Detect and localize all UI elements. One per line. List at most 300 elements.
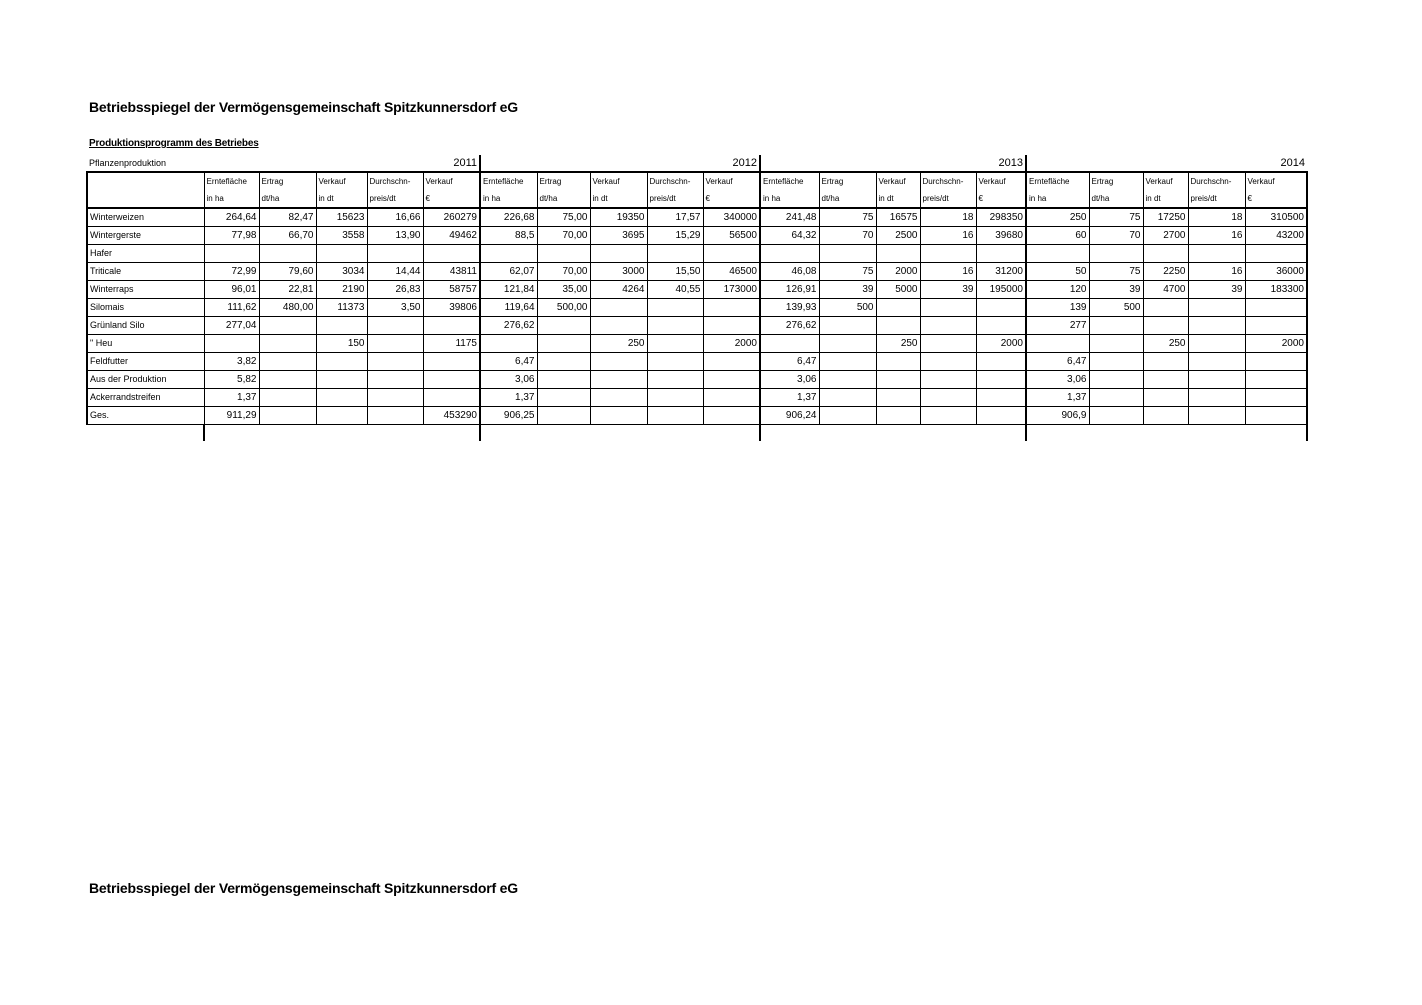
document-title-footer: Betriebsspiegel der Vermögensgemeinschaft Spitzkunnersdorf eG bbox=[89, 880, 518, 896]
table-cell: 49462 bbox=[423, 227, 480, 245]
table-cell bbox=[703, 353, 760, 371]
row-label: Wintergerste bbox=[87, 227, 204, 245]
table-cell: 3000 bbox=[590, 263, 647, 281]
table-cell: 56500 bbox=[703, 227, 760, 245]
table-cell bbox=[703, 371, 760, 389]
row-label: Triticale bbox=[87, 263, 204, 281]
table-cell bbox=[204, 245, 259, 263]
table-cell bbox=[1188, 389, 1245, 407]
table-cell: 183300 bbox=[1245, 281, 1307, 299]
table-cell bbox=[1188, 407, 1245, 425]
table-cell bbox=[703, 407, 760, 425]
table-cell: 276,62 bbox=[480, 317, 537, 335]
table-cell: 39806 bbox=[423, 299, 480, 317]
column-unit: in dt bbox=[1143, 190, 1188, 208]
table-cell bbox=[819, 245, 876, 263]
table-cell: 70 bbox=[1089, 227, 1143, 245]
table-cell bbox=[1188, 353, 1245, 371]
table-cell: 5,82 bbox=[204, 371, 259, 389]
table-cell bbox=[316, 245, 367, 263]
table-cell: 500 bbox=[1089, 299, 1143, 317]
table-cell bbox=[259, 407, 316, 425]
column-header: Durchschn- bbox=[1188, 172, 1245, 190]
table-cell: 480,00 bbox=[259, 299, 316, 317]
table-cell: 1,37 bbox=[480, 389, 537, 407]
table-cell bbox=[1089, 245, 1143, 263]
table-cell: 241,48 bbox=[760, 208, 819, 227]
table-cell bbox=[1089, 335, 1143, 353]
table-cell bbox=[819, 425, 876, 442]
table-cell: 906,25 bbox=[480, 407, 537, 425]
table-cell bbox=[647, 389, 703, 407]
table-cell bbox=[1188, 317, 1245, 335]
table-cell: 2000 bbox=[703, 335, 760, 353]
table-cell: 277,04 bbox=[204, 317, 259, 335]
table-cell: 77,98 bbox=[204, 227, 259, 245]
table-cell: 70 bbox=[819, 227, 876, 245]
table-cell: 1,37 bbox=[204, 389, 259, 407]
table-cell bbox=[590, 353, 647, 371]
table-cell bbox=[920, 317, 976, 335]
table-cell bbox=[647, 371, 703, 389]
table-cell: 6,47 bbox=[1026, 353, 1089, 371]
table-cell bbox=[1245, 407, 1307, 425]
table-cell: 5000 bbox=[876, 281, 920, 299]
table-cell bbox=[647, 353, 703, 371]
column-unit: in dt bbox=[876, 190, 920, 208]
table-cell bbox=[316, 371, 367, 389]
table-cell: 39680 bbox=[976, 227, 1026, 245]
column-unit: € bbox=[703, 190, 760, 208]
column-unit: dt/ha bbox=[819, 190, 876, 208]
table-cell: 39 bbox=[1188, 281, 1245, 299]
table-cell bbox=[976, 245, 1026, 263]
table-cell: 173000 bbox=[703, 281, 760, 299]
row-label: Aus der Produktion bbox=[87, 371, 204, 389]
table-cell bbox=[590, 245, 647, 263]
row-label: Winterraps bbox=[87, 281, 204, 299]
column-header: Ernteﬂäche bbox=[204, 172, 259, 190]
table-cell bbox=[647, 425, 703, 442]
table-cell: 906,24 bbox=[760, 407, 819, 425]
table-cell bbox=[920, 299, 976, 317]
table-cell bbox=[920, 407, 976, 425]
table-cell: 126,91 bbox=[760, 281, 819, 299]
table-cell bbox=[316, 407, 367, 425]
table-cell bbox=[976, 389, 1026, 407]
table-cell: 64,32 bbox=[760, 227, 819, 245]
year-label: 2014 bbox=[1026, 155, 1307, 172]
table-row bbox=[87, 281, 1307, 299]
row-label: Silomais bbox=[87, 299, 204, 317]
table-cell: 58757 bbox=[423, 281, 480, 299]
table-cell: 3,06 bbox=[480, 371, 537, 389]
table-cell bbox=[1089, 317, 1143, 335]
column-unit: dt/ha bbox=[1089, 190, 1143, 208]
table-cell: 3558 bbox=[316, 227, 367, 245]
table-cell bbox=[920, 371, 976, 389]
table-cell bbox=[1143, 371, 1188, 389]
table-cell: 70,00 bbox=[537, 263, 590, 281]
table-cell bbox=[423, 245, 480, 263]
table-cell bbox=[259, 353, 316, 371]
table-cell: 911,29 bbox=[204, 407, 259, 425]
table-cell bbox=[1089, 389, 1143, 407]
table-cell bbox=[876, 407, 920, 425]
table-cell bbox=[1143, 407, 1188, 425]
column-header: Ernteﬂäche bbox=[480, 172, 537, 190]
table-cell bbox=[537, 245, 590, 263]
column-header: Durchschn- bbox=[647, 172, 703, 190]
document-title: Betriebsspiegel der Vermögensgemeinschaft Spitzkunnersdorf eG bbox=[89, 99, 518, 115]
table-cell: 96,01 bbox=[204, 281, 259, 299]
table-cell: 120 bbox=[1026, 281, 1089, 299]
table-cell bbox=[87, 425, 204, 442]
table-cell bbox=[537, 335, 590, 353]
table-cell bbox=[316, 425, 367, 442]
table-cell: 62,07 bbox=[480, 263, 537, 281]
table-cell bbox=[590, 425, 647, 442]
table-cell bbox=[367, 245, 423, 263]
table-cell bbox=[920, 245, 976, 263]
table-cell bbox=[204, 335, 259, 353]
table-cell: 277 bbox=[1026, 317, 1089, 335]
header-blank bbox=[87, 172, 204, 190]
section-subtitle: Produktionsprogramm des Betriebes bbox=[89, 138, 259, 149]
table-cell bbox=[703, 425, 760, 442]
table-cell bbox=[316, 389, 367, 407]
table-cell bbox=[703, 245, 760, 263]
column-header: Ernteﬂäche bbox=[760, 172, 819, 190]
table-cell bbox=[1143, 245, 1188, 263]
table-cell bbox=[259, 425, 316, 442]
table-cell: 16,66 bbox=[367, 208, 423, 227]
table-cell: 75,00 bbox=[537, 208, 590, 227]
table-cell: 1175 bbox=[423, 335, 480, 353]
table-cell: 75 bbox=[819, 208, 876, 227]
table-cell: 15,29 bbox=[647, 227, 703, 245]
table-cell: 22,81 bbox=[259, 281, 316, 299]
table-cell: 26,83 bbox=[367, 281, 423, 299]
column-header: Ertrag bbox=[537, 172, 590, 190]
table-cell bbox=[367, 317, 423, 335]
table-cell bbox=[1245, 299, 1307, 317]
table-cell bbox=[1143, 317, 1188, 335]
table-cell: 60 bbox=[1026, 227, 1089, 245]
table-cell bbox=[1245, 317, 1307, 335]
table-cell: 16575 bbox=[876, 208, 920, 227]
column-unit: dt/ha bbox=[259, 190, 316, 208]
table-cell bbox=[920, 353, 976, 371]
table-cell bbox=[316, 317, 367, 335]
table-cell: 13,90 bbox=[367, 227, 423, 245]
column-header: Ernteﬂäche bbox=[1026, 172, 1089, 190]
table-cell: 1,37 bbox=[1026, 389, 1089, 407]
column-header: Verkauf bbox=[423, 172, 480, 190]
table-cell: 500,00 bbox=[537, 299, 590, 317]
table-cell bbox=[537, 389, 590, 407]
table-cell: 3,06 bbox=[760, 371, 819, 389]
column-header: Verkauf bbox=[316, 172, 367, 190]
table-cell bbox=[703, 299, 760, 317]
table-row bbox=[87, 335, 1307, 353]
table-cell bbox=[537, 353, 590, 371]
table-cell bbox=[976, 317, 1026, 335]
table-cell bbox=[1089, 407, 1143, 425]
table-cell bbox=[423, 389, 480, 407]
table-cell: 500 bbox=[819, 299, 876, 317]
table-cell bbox=[976, 425, 1026, 442]
table-cell: 16 bbox=[1188, 227, 1245, 245]
table-cell bbox=[819, 317, 876, 335]
table-cell: 3,82 bbox=[204, 353, 259, 371]
table-cell: 31200 bbox=[976, 263, 1026, 281]
row-label: Ges. bbox=[87, 407, 204, 425]
table-cell: 250 bbox=[876, 335, 920, 353]
table-cell: 310500 bbox=[1245, 208, 1307, 227]
year-header-row bbox=[87, 155, 1307, 172]
production-table bbox=[86, 155, 1308, 441]
table-cell bbox=[876, 317, 920, 335]
table-cell bbox=[259, 317, 316, 335]
table-cell: 2250 bbox=[1143, 263, 1188, 281]
table-row bbox=[87, 389, 1307, 407]
table-cell: 82,47 bbox=[259, 208, 316, 227]
table-row bbox=[87, 263, 1307, 281]
table-cell: 75 bbox=[1089, 263, 1143, 281]
table-cell: 2190 bbox=[316, 281, 367, 299]
table-cell bbox=[367, 353, 423, 371]
table-cell bbox=[259, 335, 316, 353]
column-unit: in dt bbox=[316, 190, 367, 208]
table-cell bbox=[1188, 299, 1245, 317]
table-cell: 121,84 bbox=[480, 281, 537, 299]
table-cell bbox=[590, 317, 647, 335]
table-cell bbox=[316, 353, 367, 371]
table-cell: 4700 bbox=[1143, 281, 1188, 299]
column-unit: in ha bbox=[204, 190, 259, 208]
table-cell: 15623 bbox=[316, 208, 367, 227]
column-header: Ertrag bbox=[259, 172, 316, 190]
table-cell: 39 bbox=[819, 281, 876, 299]
table-cell bbox=[647, 299, 703, 317]
column-unit: preis/dt bbox=[920, 190, 976, 208]
row-label: Winterweizen bbox=[87, 208, 204, 227]
header-blank bbox=[87, 190, 204, 208]
table-cell: 43811 bbox=[423, 263, 480, 281]
table-cell: 1,37 bbox=[760, 389, 819, 407]
table-cell: 150 bbox=[316, 335, 367, 353]
year-label: 2013 bbox=[760, 155, 1026, 172]
table-row bbox=[87, 317, 1307, 335]
table-cell: 6,47 bbox=[760, 353, 819, 371]
table-cell bbox=[590, 407, 647, 425]
table-cell bbox=[1188, 425, 1245, 442]
row-label: Feldfutter bbox=[87, 353, 204, 371]
table-cell: 226,68 bbox=[480, 208, 537, 227]
table-cell: 70,00 bbox=[537, 227, 590, 245]
table-cell bbox=[760, 245, 819, 263]
column-header: Verkauf bbox=[1245, 172, 1307, 190]
table-row bbox=[87, 208, 1307, 227]
table-cell bbox=[647, 317, 703, 335]
table-cell bbox=[1245, 371, 1307, 389]
table-cell bbox=[367, 425, 423, 442]
year-label: 2011 bbox=[204, 155, 480, 172]
table-cell: 11373 bbox=[316, 299, 367, 317]
table-cell bbox=[1143, 299, 1188, 317]
table-cell: 139 bbox=[1026, 299, 1089, 317]
table-cell bbox=[590, 299, 647, 317]
table-cell bbox=[647, 335, 703, 353]
column-header: Durchschn- bbox=[920, 172, 976, 190]
table-cell bbox=[920, 425, 976, 442]
table-cell: 260279 bbox=[423, 208, 480, 227]
table-cell bbox=[367, 389, 423, 407]
table-cell bbox=[367, 407, 423, 425]
row-label: Grünland Silo bbox=[87, 317, 204, 335]
table-cell bbox=[259, 371, 316, 389]
table-cell bbox=[703, 389, 760, 407]
year-label: 2012 bbox=[480, 155, 760, 172]
table-cell bbox=[537, 371, 590, 389]
table-cell: 46500 bbox=[703, 263, 760, 281]
column-unit: € bbox=[976, 190, 1026, 208]
table-cell: 16 bbox=[920, 227, 976, 245]
table-cell bbox=[876, 389, 920, 407]
table-cell: 19350 bbox=[590, 208, 647, 227]
table-cell: 3,50 bbox=[367, 299, 423, 317]
table-row bbox=[87, 227, 1307, 245]
column-unit: preis/dt bbox=[647, 190, 703, 208]
table-cell bbox=[1026, 245, 1089, 263]
table-cell: 298350 bbox=[976, 208, 1026, 227]
table-cell: 18 bbox=[1188, 208, 1245, 227]
table-cell bbox=[819, 335, 876, 353]
column-header: Verkauf bbox=[976, 172, 1026, 190]
row-label: " Heu bbox=[87, 335, 204, 353]
table-cell: 111,62 bbox=[204, 299, 259, 317]
table-cell bbox=[423, 317, 480, 335]
column-header: Verkauf bbox=[876, 172, 920, 190]
section-label: Pflanzenproduktion bbox=[87, 155, 204, 172]
table-cell bbox=[976, 353, 1026, 371]
table-cell: 2000 bbox=[876, 263, 920, 281]
column-unit: € bbox=[423, 190, 480, 208]
table-cell bbox=[480, 245, 537, 263]
table-cell bbox=[920, 335, 976, 353]
table-cell: 15,50 bbox=[647, 263, 703, 281]
column-header: Ertrag bbox=[819, 172, 876, 190]
table-cell: 3,06 bbox=[1026, 371, 1089, 389]
table-cell: 75 bbox=[819, 263, 876, 281]
table-cell: 2000 bbox=[1245, 335, 1307, 353]
table-cell bbox=[204, 425, 259, 442]
table-cell: 3695 bbox=[590, 227, 647, 245]
table-row bbox=[87, 407, 1307, 425]
table-cell: 906,9 bbox=[1026, 407, 1089, 425]
table-cell bbox=[423, 425, 480, 442]
table-cell bbox=[1188, 335, 1245, 353]
table-cell bbox=[1188, 371, 1245, 389]
table-cell: 250 bbox=[590, 335, 647, 353]
table-cell: 39 bbox=[1089, 281, 1143, 299]
table-cell bbox=[876, 425, 920, 442]
table-cell: 46,08 bbox=[760, 263, 819, 281]
table-cell bbox=[259, 245, 316, 263]
table-cell: 79,60 bbox=[259, 263, 316, 281]
column-header: Verkauf bbox=[590, 172, 647, 190]
table-cell bbox=[876, 371, 920, 389]
column-unit: preis/dt bbox=[367, 190, 423, 208]
column-unit: dt/ha bbox=[537, 190, 590, 208]
table-cell: 2000 bbox=[976, 335, 1026, 353]
table-cell bbox=[367, 335, 423, 353]
table-cell: 39 bbox=[920, 281, 976, 299]
table-cell bbox=[1245, 389, 1307, 407]
table-cell: 43200 bbox=[1245, 227, 1307, 245]
table-cell: 250 bbox=[1143, 335, 1188, 353]
table-tail-row bbox=[87, 425, 1307, 442]
column-header-row bbox=[87, 172, 1307, 190]
table-cell: 139,93 bbox=[760, 299, 819, 317]
table-cell bbox=[1143, 353, 1188, 371]
table-cell: 17,57 bbox=[647, 208, 703, 227]
column-unit: in ha bbox=[1026, 190, 1089, 208]
column-unit: in dt bbox=[590, 190, 647, 208]
table-cell bbox=[976, 407, 1026, 425]
column-unit-row bbox=[87, 190, 1307, 208]
table-cell bbox=[423, 353, 480, 371]
table-cell: 453290 bbox=[423, 407, 480, 425]
column-unit: in ha bbox=[480, 190, 537, 208]
table-cell: 40,55 bbox=[647, 281, 703, 299]
table-cell bbox=[920, 389, 976, 407]
table-cell bbox=[480, 335, 537, 353]
table-cell bbox=[1143, 425, 1188, 442]
table-cell bbox=[537, 425, 590, 442]
column-unit: € bbox=[1245, 190, 1307, 208]
table-cell bbox=[703, 317, 760, 335]
table-cell bbox=[876, 245, 920, 263]
table-cell bbox=[647, 245, 703, 263]
table-cell bbox=[259, 389, 316, 407]
table-cell: 195000 bbox=[976, 281, 1026, 299]
table-cell bbox=[590, 371, 647, 389]
table-cell bbox=[876, 299, 920, 317]
column-header: Verkauf bbox=[1143, 172, 1188, 190]
table-cell bbox=[1089, 353, 1143, 371]
table-cell bbox=[819, 353, 876, 371]
column-unit: in ha bbox=[760, 190, 819, 208]
column-header: Ertrag bbox=[1089, 172, 1143, 190]
table-cell: 340000 bbox=[703, 208, 760, 227]
table-row bbox=[87, 245, 1307, 263]
table-cell: 72,99 bbox=[204, 263, 259, 281]
table-cell: 6,47 bbox=[480, 353, 537, 371]
table-cell: 2500 bbox=[876, 227, 920, 245]
table-row bbox=[87, 299, 1307, 317]
table-cell bbox=[1188, 245, 1245, 263]
table-cell bbox=[976, 371, 1026, 389]
row-label: Ackerrandstreifen bbox=[87, 389, 204, 407]
table-cell bbox=[1245, 245, 1307, 263]
table-cell: 276,62 bbox=[760, 317, 819, 335]
table-cell bbox=[876, 353, 920, 371]
table-cell bbox=[819, 407, 876, 425]
table-cell bbox=[647, 407, 703, 425]
table-cell bbox=[537, 407, 590, 425]
